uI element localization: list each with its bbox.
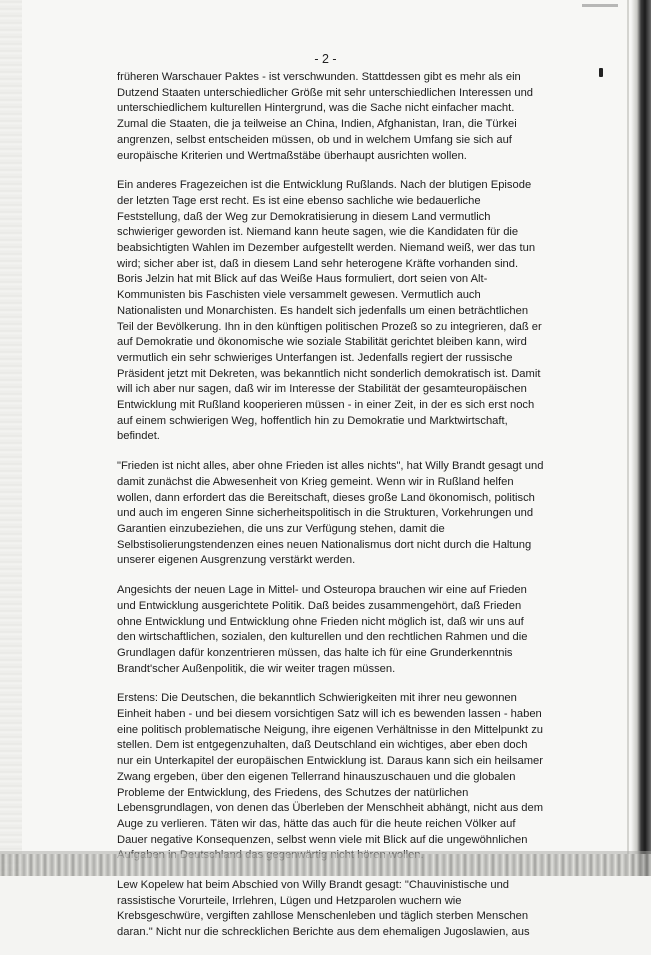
paragraph: Ein anderes Fragezeichen ist die Entwicklung Rußlands. Nach der blutigen Episode der letzten Tage erst recht. Es ist eine ebenso sachliche wie bedauerliche Feststellung, daß der Weg zur Demokratisierung in diesem Land vermutlich schwieriger geworden ist. Niemand kann heute sagen, wie die Kandidaten für die beabsichtigten Wahlen im Dezember aufgestellt werden. Niemand weiß, wer das tun wird; sicher aber ist, daß in diesem Land sehr heterogene Kräfte vorhanden sind. Boris Jelzin hat mit Blick auf das Weiße Haus formuliert, dort seien von Alt- Kommunisten bis Faschisten viele versammelt gewesen. Vermutlich auch Nationalisten und Monarchisten. Es handelt sich jedenfalls um einen beträchtlichen Teil der Bevölkerung. Ihn in den künftigen politischen Prozeß so zu integrieren, daß er auf Demokratie und ökonomische wie soziale Stabilität gerichtet bleiben kann, wird vermutlich ein sehr schwieriges Unterfangen ist. Jedenfalls regiert der russische Präsident jetzt mit Dekreten, was bekanntlich nicht sonderlich demokratisch ist. Damit will ich aber nur sagen, daß wir im Interesse der Stabilität der gesamteuropäischen Entwicklung mit Rußland kooperieren müssen - in einer Zeit, in der es sich erst noch auf einem schwierigen Weg, hoffentlich hin zu Demokratie und Marktwirtschaft, befindet. <box>117 179 542 443</box>
margin-mark <box>599 68 603 77</box>
scan-edge-line <box>627 0 629 876</box>
paragraph: Angesichts der neuen Lage in Mittel- und Osteuropa brauchen wir eine auf Frieden und Entwicklung ausgerichtete Politik. Daß beides zusammengehört, daß Frieden ohne Entwicklung und Entwicklung ohne Frieden nicht möglich ist, daß wir uns auf den wirtschaftlichen, sozialen, den kulturellen und den rechtlichen Rahmen und die Grundlagen dafür konzentrieren müssen, das halte ich für eine Grunderkenntnis Brandt'scher Außenpolitik, die wir weiter tragen müssen. <box>117 584 528 675</box>
scan-edge-right <box>631 0 651 876</box>
paragraph: Lew Kopelew hat beim Abschied von Willy Brandt gesagt: "Chauvinistische und rassistische Vorurteile, Irrlehren, Lügen und Hetzparolen wuchern wie Krebsgeschwüre, vergiften zahllose Menschenleben und täglich sterben Menschen daran." Nicht nur die schrecklichen Berichte aus dem ehemaligen Jugoslawien, aus <box>117 879 530 939</box>
paragraph: früheren Warschauer Paktes - ist verschwunden. Stattdessen gibt es mehr als ein Dutzend Staaten unterschiedlicher Größe mit sehr unterschiedlichen Interessen und unterschiedlichem kulturellen Hintergrund, was die Sache nicht einfacher macht. Zumal die Staaten, die ja teilweise an China, Indien, Afghanistan, Iran, die Türkei angrenzen, selbst entscheiden müssen, ob und in welchem Umfang sie sich auf europäische Kriterien und Wertmaßstäbe überhaupt ausrichten wollen. <box>117 71 534 162</box>
page-number: - 2 - <box>314 52 337 66</box>
scan-speck <box>582 4 618 7</box>
scan-edge-bottom <box>0 854 651 876</box>
paragraph: Erstens: Die Deutschen, die bekanntlich Schwierigkeiten mit ihrer neu gewonnen Einheit haben - und bei diesem vorsichtigen Satz will ich es bewenden lassen - haben eine politisch problematische Neigung, ihre eigenen Verhältnisse in den Mittelpunkt zu stellen. Dem ist entgegenzuhalten, daß Deutschland ein wichtiges, aber eben doch nur ein Unterkapitel der europäischen Entwicklung ist. Daraus kann sich ein heilsamer Zwang ergeben, über den eigenen Tellerrand hinauszuschauen und die globalen Probleme der Entwicklung, des Friedens, des Schutzes der natürlichen Lebensgrundlagen, von denen das Überleben der Menschheit abhängt, nicht aus dem Auge zu verlieren. Täten wir das, hätte das auch für die heute reichen Völker auf Dauer negative Konsequenzen, selbst wenn viele mit Blick auf die ungewöhnlichen <box>117 692 544 846</box>
document-body <box>117 70 595 955</box>
scan-edge-left <box>0 0 22 876</box>
paragraph: "Frieden ist nicht alles, aber ohne Frieden ist alles nichts", hat Willy Brandt gesagt und damit zunächst die Abwesenheit von Krieg gemeint. Wenn wir in Rußland helfen wollen, dann erfordert das die Bereitschaft, dieses große Land ökonomisch, politisch und auch im engeren Sinne sicherheitspolitisch in die Strukturen, Vorkehrungen und Garantien einzubeziehen, die uns zur Verfügung stehen, damit die Selbstisolierungstendenzen eines neuen Nationalismus dort nicht durch die Haltung unserer eigenen Ausgrenzung verstärkt werden. <box>117 460 544 567</box>
